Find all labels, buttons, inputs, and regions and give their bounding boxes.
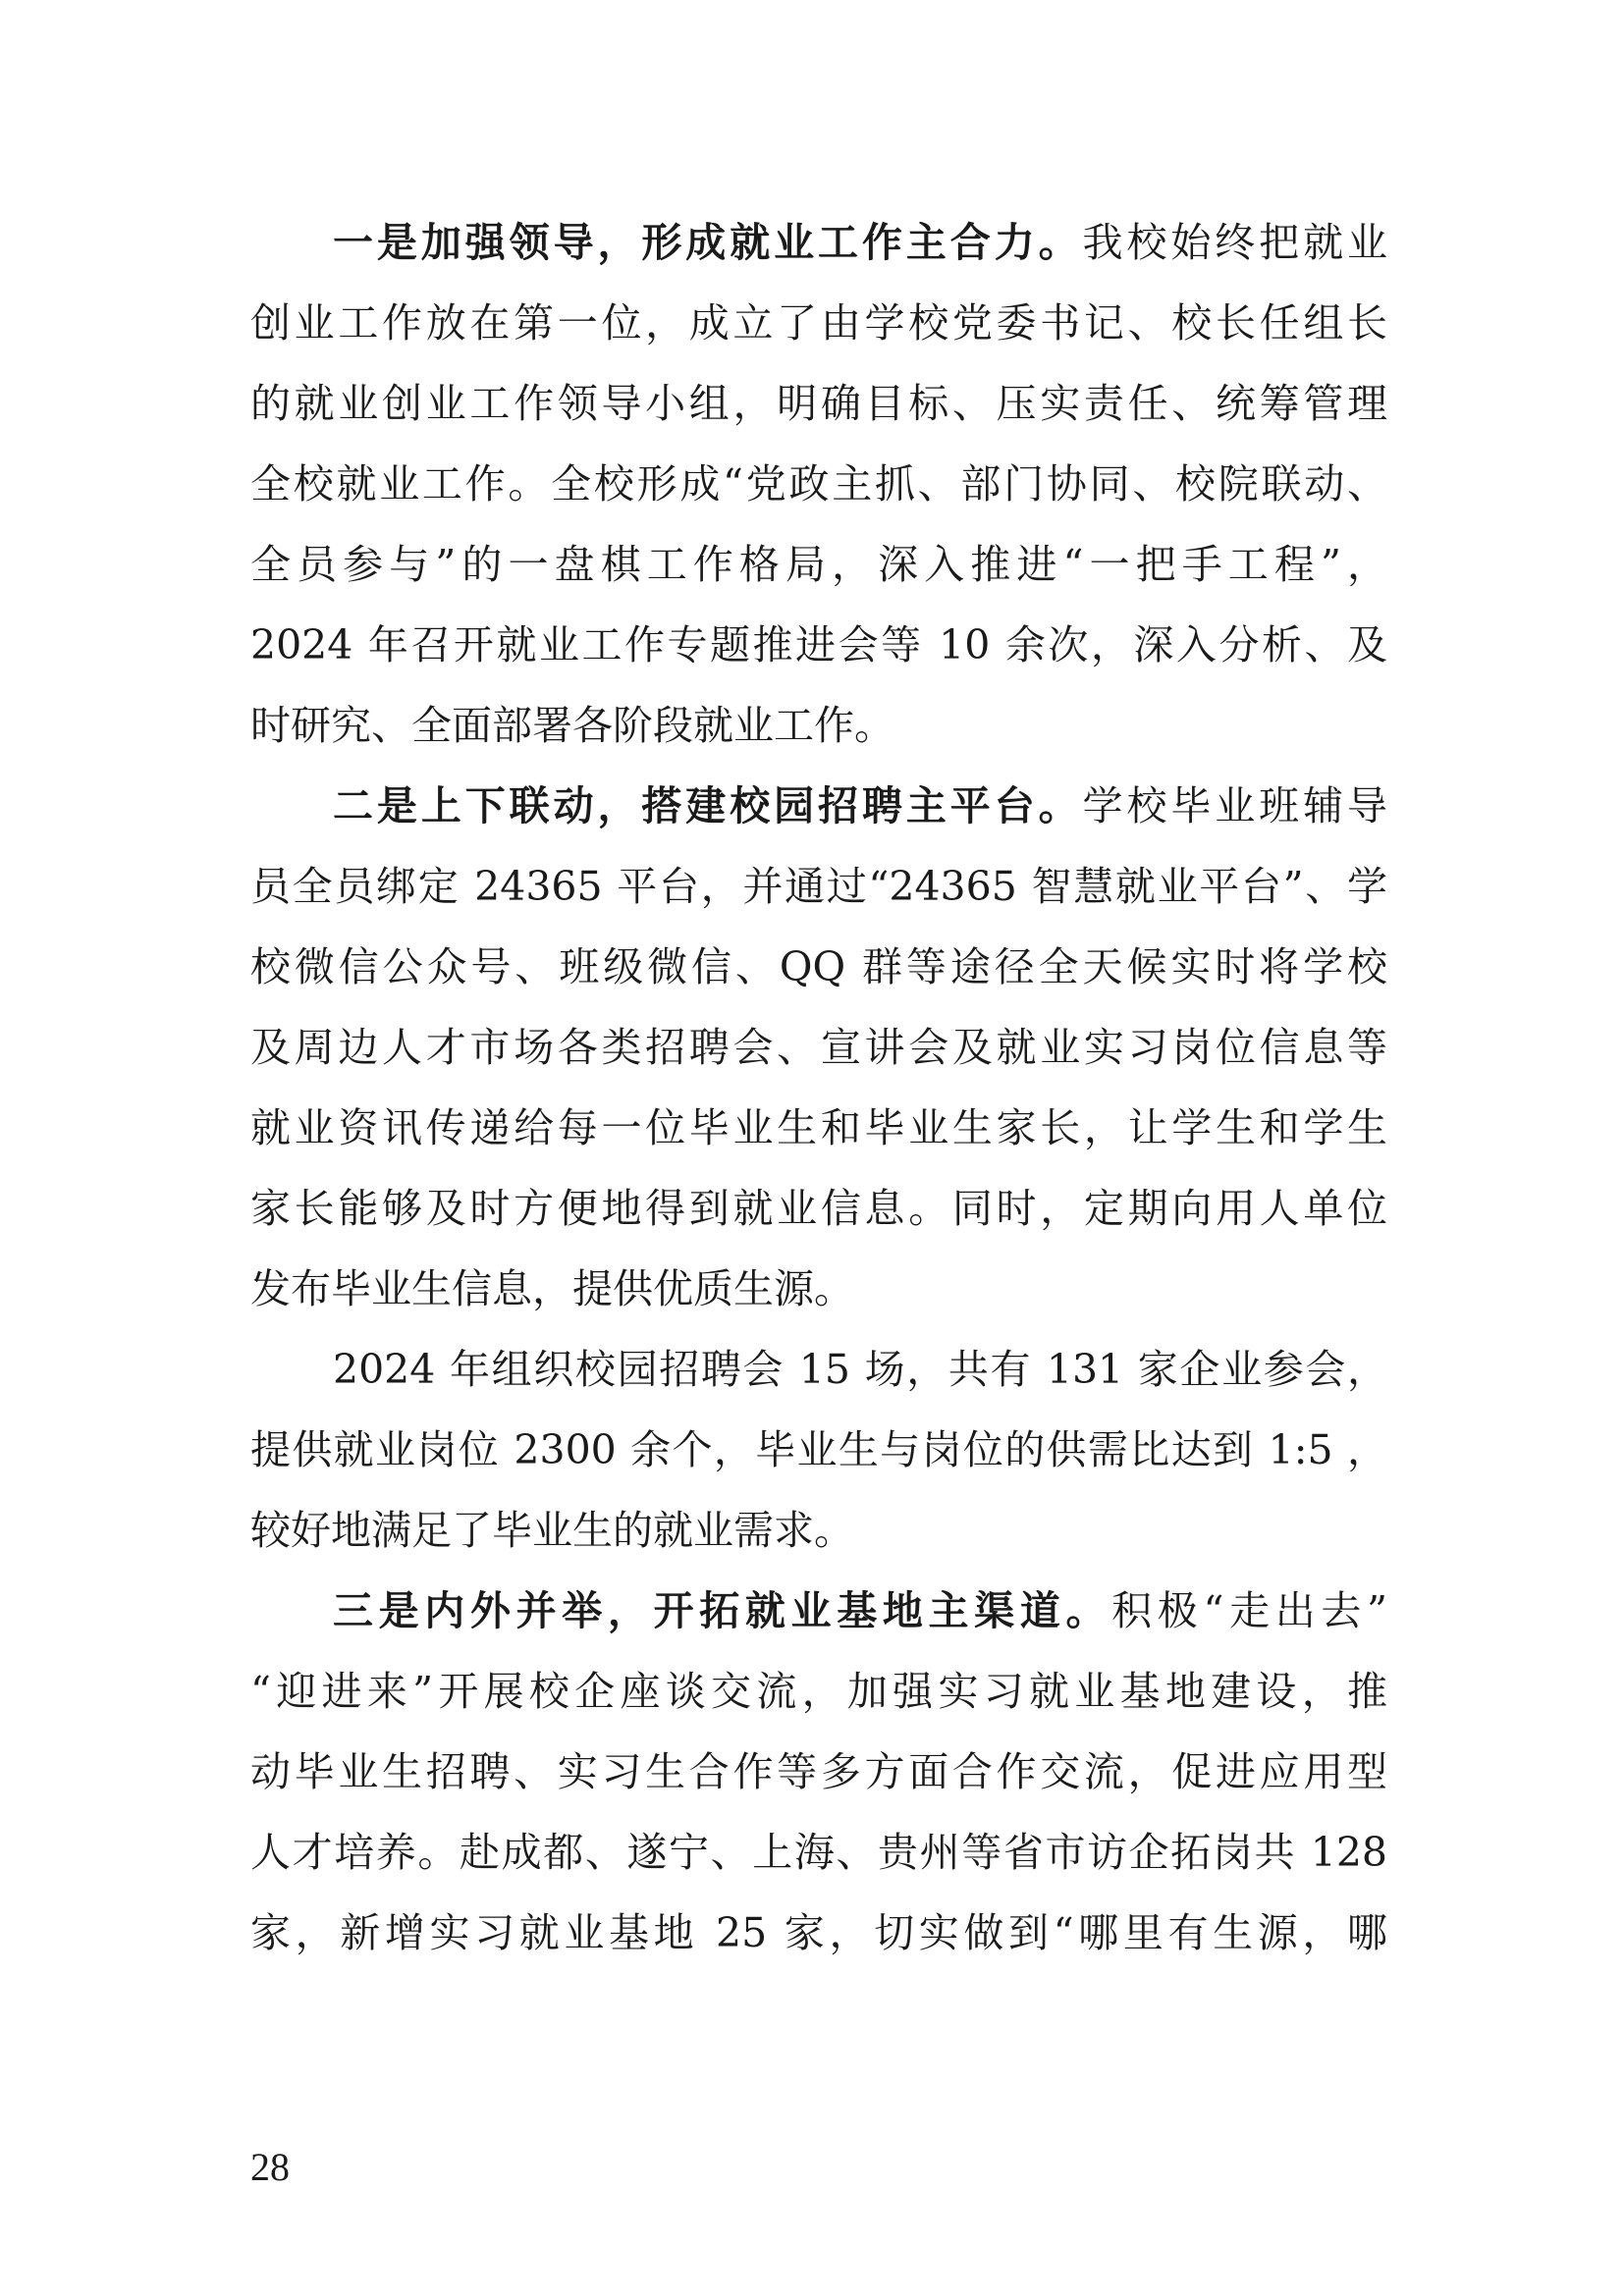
paragraph-3-line-2: 提供就业岗位 2300 余个，毕业生与岗位的供需比达到 1:5 ， (250, 1426, 1387, 1473)
paragraph-1-line-5: 全员参与”的一盘棋工作格局，深入推进“一把手工程”， (250, 541, 1387, 588)
paragraph-4-line-4: 人才培养。赴成都、遂宁、上海、贵州等省市访企拓岗共 128 (250, 1829, 1387, 1876)
paragraph-3-line-3: 较好地满足了毕业生的就业需求。 (250, 1507, 854, 1554)
paragraph-4-heading: 三是内外并举，开拓就业基地主渠道。 (333, 1587, 1112, 1634)
page-number: 28 (250, 2145, 290, 2189)
body-text (250, 202, 1387, 1973)
paragraph-4-line-1 (250, 1571, 1387, 1651)
paragraph-4-line-3: 动毕业生招聘、实习生合作等多方面合作交流，促进应用型 (250, 1748, 1387, 1795)
paragraph-1-line-3: 的就业创业工作领导小组，明确目标、压实责任、统筹管理 (250, 380, 1387, 427)
paragraph-1-text: 我校始终把就业 (1082, 219, 1388, 266)
paragraph-1-line-7: 时研究、全面部署各阶段就业工作。 (250, 702, 894, 749)
paragraph-2-line-3: 校微信公众号、班级微信、QQ 群等途径全天候实时将学校 (250, 943, 1387, 990)
paragraph-4-line-5: 家，新增实习就业基地 25 家，切实做到“哪里有生源，哪 (250, 1909, 1387, 1956)
paragraph-2-text: 学校毕业班辅导 (1082, 782, 1388, 829)
paragraph-2-line-4: 及周边人才市场各类招聘会、宣讲会及就业实习岗位信息等 (250, 1024, 1387, 1071)
paragraph-1-heading: 一是加强领导，形成就业工作主合力。 (333, 219, 1083, 266)
paragraph-2-line-1 (250, 766, 1387, 846)
paragraph-4-text: 积极“走出去” (1111, 1587, 1388, 1634)
paragraph-2-line-7: 发布毕业生信息，提供优质生源。 (250, 1265, 854, 1312)
paragraph-1-line-1 (250, 202, 1387, 283)
paragraph-1-line-6: 2024 年召开就业工作专题推进会等 10 余次，深入分析、及 (250, 621, 1387, 668)
paragraph-2-line-2: 员全员绑定 24365 平台，并通过“24365 智慧就业平台”、学 (250, 863, 1387, 910)
paragraph-1-line-2: 创业工作放在第一位，成立了由学校党委书记、校长任组长 (250, 299, 1387, 347)
paragraph-2-heading: 二是上下联动，搭建校园招聘主平台。 (333, 782, 1083, 829)
paragraph-2-line-5: 就业资讯传递给每一位毕业生和毕业生家长，让学生和学生 (250, 1104, 1387, 1151)
paragraph-3-line-1: 2024 年组织校园招聘会 15 场，共有 131 家企业参会， (333, 1346, 1387, 1393)
paragraph-2-line-6: 家长能够及时方便地得到就业信息。同时，定期向用人单位 (250, 1185, 1387, 1232)
paragraph-4-line-2: “迎进来”开展校企座谈交流，加强实习就业基地建设，推 (250, 1668, 1387, 1715)
paragraph-1-line-4: 全校就业工作。全校形成“党政主抓、部门协同、校院联动、 (250, 460, 1387, 507)
